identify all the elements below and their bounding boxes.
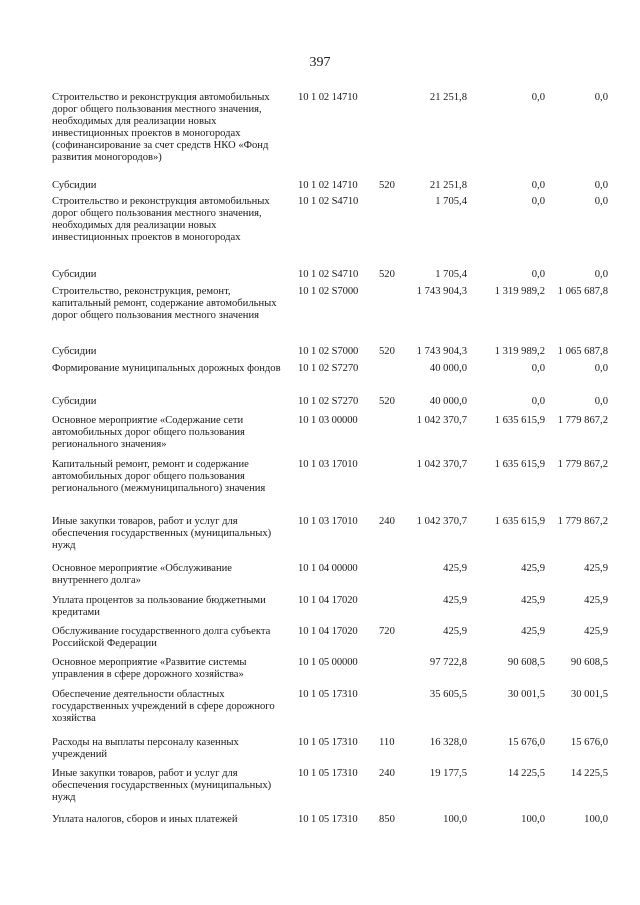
row-value-1: 40 000,0 [429, 396, 467, 407]
row-value-2: 0,0 [531, 196, 545, 207]
row-value-1: 40 000,0 [429, 363, 467, 374]
row-value-2: 1 319 989,2 [494, 286, 545, 297]
row-value-3: 0,0 [594, 269, 608, 280]
row-expense-type: 520 [379, 396, 395, 407]
row-value-3: 0,0 [594, 92, 608, 103]
row-value-2: 0,0 [531, 396, 545, 407]
row-code: 10 1 02 14710 [298, 180, 358, 191]
row-name: Строительство и реконструкция автомобильных дорог общего пользования местного значения, необходимых для реализации новых инвестиционных проектов в моногородах (софинансирование за счет средств НКО «Фонд развития моногородов») [52, 92, 270, 163]
row-code: 10 1 02 S7270 [298, 396, 359, 407]
row-code: 10 1 04 17020 [298, 595, 358, 606]
row-name: Субсидии [52, 269, 97, 280]
row-expense-type: 720 [379, 626, 395, 637]
row-value-2: 0,0 [531, 92, 545, 103]
row-name: Обеспечение деятельности областных государственных учреждений в сфере дорожного хозяйства [52, 689, 275, 724]
row-value-3: 1 779 867,2 [557, 459, 608, 470]
row-value-1: 21 251,8 [429, 92, 467, 103]
row-value-3: 14 225,5 [570, 768, 608, 779]
row-value-1: 35 605,5 [429, 689, 467, 700]
row-value-2: 15 676,0 [507, 737, 545, 748]
row-code: 10 1 02 S7270 [298, 363, 359, 374]
row-value-3: 1 065 687,8 [557, 286, 608, 297]
row-name: Строительство, реконструкция, ремонт, капитальный ремонт, содержание автомобильных дорог общего пользования местного значения [52, 286, 277, 321]
row-value-1: 425,9 [443, 563, 467, 574]
row-code: 10 1 05 17310 [298, 814, 358, 825]
row-value-1: 425,9 [443, 626, 467, 637]
row-value-3: 90 608,5 [570, 657, 608, 668]
row-value-3: 30 001,5 [570, 689, 608, 700]
row-code: 10 1 02 14710 [298, 92, 358, 103]
row-value-3: 100,0 [584, 814, 608, 825]
row-name: Субсидии [52, 396, 97, 407]
row-code: 10 1 04 17020 [298, 626, 358, 637]
row-value-1: 1 705,4 [435, 196, 467, 207]
row-name: Субсидии [52, 180, 97, 191]
row-value-2: 425,9 [521, 626, 545, 637]
page-number: 397 [309, 55, 331, 70]
row-value-3: 15 676,0 [570, 737, 608, 748]
row-code: 10 1 02 S4710 [298, 196, 359, 207]
row-value-2: 90 608,5 [507, 657, 545, 668]
row-value-3: 0,0 [594, 180, 608, 191]
row-name: Формирование муниципальных дорожных фондов [52, 363, 281, 374]
row-expense-type: 110 [379, 737, 395, 748]
row-code: 10 1 03 17010 [298, 516, 358, 527]
row-value-3: 0,0 [594, 196, 608, 207]
row-value-1: 1 042 370,7 [416, 415, 467, 426]
row-name: Обслуживание государственного долга субъекта Российской Федерации [52, 626, 271, 649]
row-name: Уплата налогов, сборов и иных платежей [52, 814, 238, 825]
row-value-2: 14 225,5 [507, 768, 545, 779]
row-value-3: 425,9 [584, 595, 608, 606]
row-name: Основное мероприятие «Развитие системы управления в сфере дорожного хозяйства» [52, 657, 247, 680]
row-value-3: 1 065 687,8 [557, 346, 608, 357]
row-value-1: 1 042 370,7 [416, 516, 467, 527]
row-value-1: 21 251,8 [429, 180, 467, 191]
row-expense-type: 520 [379, 346, 395, 357]
row-value-2: 1 635 615,9 [494, 459, 545, 470]
row-value-2: 1 635 615,9 [494, 415, 545, 426]
row-name: Расходы на выплаты персоналу казенных учреждений [52, 737, 239, 760]
row-code: 10 1 05 00000 [298, 657, 358, 668]
row-expense-type: 850 [379, 814, 395, 825]
row-name: Основное мероприятие «Содержание сети автомобильных дорог общего пользования регионального значения» [52, 415, 245, 450]
row-code: 10 1 02 S7000 [298, 286, 359, 297]
row-expense-type: 520 [379, 180, 395, 191]
row-value-3: 0,0 [594, 396, 608, 407]
row-expense-type: 240 [379, 516, 395, 527]
row-name: Капитальный ремонт, ремонт и содержание автомобильных дорог общего пользования регионального (межмуниципального) значения [52, 459, 266, 494]
row-expense-type: 520 [379, 269, 395, 280]
row-code: 10 1 02 S7000 [298, 346, 359, 357]
row-name: Основное мероприятие «Обслуживание внутреннего долга» [52, 563, 233, 586]
row-value-2: 30 001,5 [507, 689, 545, 700]
row-code: 10 1 03 17010 [298, 459, 358, 470]
row-value-3: 1 779 867,2 [557, 415, 608, 426]
row-value-2: 0,0 [531, 363, 545, 374]
row-value-3: 425,9 [584, 626, 608, 637]
row-name: Иные закупки товаров, работ и услуг для обеспечения государственных (муниципальных) нужд [52, 516, 272, 551]
row-value-1: 1 743 904,3 [416, 346, 467, 357]
row-code: 10 1 05 17310 [298, 737, 358, 748]
row-code: 10 1 04 00000 [298, 563, 358, 574]
row-name: Иные закупки товаров, работ и услуг для обеспечения государственных (муниципальных) нужд [52, 768, 272, 803]
row-name: Субсидии [52, 346, 97, 357]
row-value-3: 0,0 [594, 363, 608, 374]
row-value-2: 0,0 [531, 269, 545, 280]
row-value-1: 425,9 [443, 595, 467, 606]
row-value-1: 1 705,4 [435, 269, 467, 280]
row-code: 10 1 02 S4710 [298, 269, 359, 280]
row-value-2: 100,0 [521, 814, 545, 825]
row-value-3: 1 779 867,2 [557, 516, 608, 527]
row-value-2: 1 635 615,9 [494, 516, 545, 527]
row-value-1: 97 722,8 [429, 657, 467, 668]
row-value-1: 1 042 370,7 [416, 459, 467, 470]
row-name: Уплата процентов за пользование бюджетными кредитами [52, 595, 266, 618]
row-value-1: 16 328,0 [429, 737, 467, 748]
row-value-2: 0,0 [531, 180, 545, 191]
row-expense-type: 240 [379, 768, 395, 779]
row-code: 10 1 05 17310 [298, 689, 358, 700]
row-name: Строительство и реконструкция автомобильных дорог общего пользования местного значения, необходимых для реализации новых инвестиционных проектов в моногородах [52, 196, 270, 243]
row-value-1: 19 177,5 [429, 768, 467, 779]
row-value-1: 1 743 904,3 [416, 286, 467, 297]
row-value-3: 425,9 [584, 563, 608, 574]
row-code: 10 1 03 00000 [298, 415, 358, 426]
row-value-2: 425,9 [521, 595, 545, 606]
row-value-2: 1 319 989,2 [494, 346, 545, 357]
row-value-2: 425,9 [521, 563, 545, 574]
row-code: 10 1 05 17310 [298, 768, 358, 779]
row-value-1: 100,0 [443, 814, 467, 825]
